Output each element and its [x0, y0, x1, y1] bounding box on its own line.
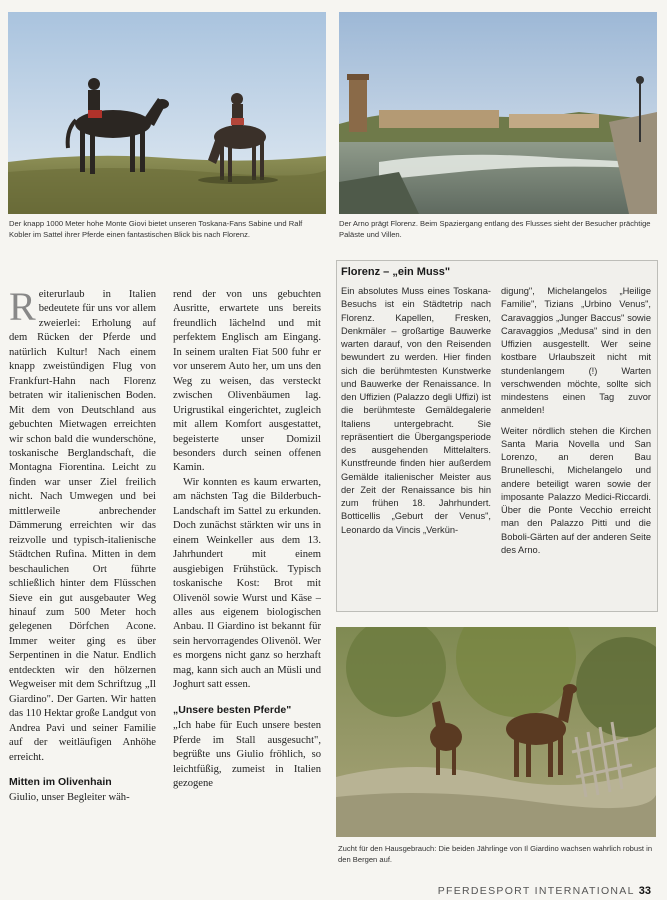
article-paragraph-giulio: Giulio, unser Begleiter wäh- [9, 792, 130, 804]
page-footer [438, 885, 651, 897]
photo-arno-florence [339, 12, 657, 214]
page-number: 33 [638, 885, 651, 897]
article-paragraph-intro: eiterurlaub in Italien bedeutete für uns vor allem zweierlei: Erholung auf dem Rücken der Pferde und natürlich Kultur! Nach einem knapp zweistündigen Flug von Frankfurt-Hahn nach Florenz betraten wir italienischen Boden. Mit dem von Deutschland aus gebuchten Mietwagen erreichten wir schon bald die wunderschöne, toskanische Berglandschaft, die Montagna Fiorentina. Leicht zu finden war unser Ziel freilich nicht. Nach Umwegen und bei mittlerweile anbrechender Dämmerung erreichten wir das reizvolle und typisch-italienische Städtchen Rufina. Mitten in dem beschaulichen Ort führte schließlich hinter dem Flüsschen Sieve ein gut ausgebauter Weg hinauf zum 500 Meter hoch gelegenen Dörfchen Acone. Immer weiter ging es über Serpentinen in die Natur. Endlich entdeckten wir den hölzernen Wegweiser mit dem Schriftzug „Il Giardino". Der Garten. Wir hatten das 110 Hektar große Landgut von Andrea Pavi und seiner Familie auf der weitläufigen Anhöhe erreicht. [9, 289, 156, 763]
photo-riders-monte-giovi [8, 12, 326, 214]
info-box-paragraph-kirchen: Weiter nördlich stehen die Kirchen Santa Maria Novella und San Lorenzo, an deren Bau Brunelleschi, Michelangelo und andere beteiligt waren sowie der imposante Palazzo Medici-Riccardi. Über die Ponte Vecchio erreicht man den Palazzo Pitti und die Boboli-Gärten auf der anderen Seite des Arno. [501, 425, 651, 555]
caption-riders: Der knapp 1000 Meter hohe Monte Giovi bietet unseren Toskana-Fans Sabine und Ralf Kobler im Sattel ihrer Pferde einen fantastischen Blick bis nach Florenz. [9, 219, 303, 239]
subheading-olivenhain: Mitten im Olivenhain [9, 775, 112, 788]
article-column-1 [9, 288, 156, 872]
article-column-2 [173, 288, 321, 872]
info-box-column-1 [341, 285, 491, 605]
info-box-column-2 [501, 285, 651, 605]
photo-yearlings [336, 627, 656, 837]
info-box-paragraph-gemaelde: digung", Michelangelos „Heilige Familie", Tizians „Urbino Venus", Caravaggios „Junger Baccus" sowie Caravaggios „Medusa" sind in den Uffizien ausgestellt. Wer seine kostbare Urlaubszeit nicht mit stundenlangem (!) Warten verschwenden möchte, sollte sich mindestens einen Tag zuvor anmelden! [501, 286, 651, 416]
caption-arno: Der Arno prägt Florenz. Beim Spaziergang entlang des Flusses sieht der Besucher prächtige Paläste und Villen. [339, 219, 651, 239]
article-paragraph-breakfast: Wir konnten es kaum erwarten, am nächsten Tag die Bilderbuch-Landschaft im Sattel zu erkunden. Doch zunächst stärkten wir uns in einem Weinkeller aus dem 13. Jahrhundert mit einem ausgiebigen Frühstück. Typisch toskanische Kost: Brot mit Olivenöl sowie Wurst und Käse – alles aus eigenem biologischen Anbau. Il Giardino ist bekannt für sein hervorragendes Olivenöl. Wer es morgens nicht ganz so herzhaft mag, kann sich auch an Müsli und Joghurt satt essen. [173, 476, 321, 691]
info-box-title: Florenz – „ein Muss" [341, 266, 451, 278]
article-paragraph-arrival: rend der von uns gebuchten Ausritte, erwartete uns bereits freundlich lächelnd und mit perfektem Englisch am Eingang. In seinem uralten Fiat 500 fuhr er vor unserem Auto her, um uns den Weg zu weisen, das versteckt zwischen Olivenbäumen lag. Urigrustikal eingerichtet, zugleich mit allem Komfort ausgestattet, begeisterte unser Domizil besonders durch seinen offenen Kamin. [173, 289, 321, 474]
info-box-paragraph-uffizien: Ein absolutes Muss eines Toskana-Besuchs ist ein Städtetrip nach Florenz. Kapellen, Fresken, Denkmäler – großartige Bauwerke warten darauf, von den Reisenden bewundert zu werden. Hier finden sich die berühmtesten Kunstwerke und Bauwerke der Renaissance. In den Uffizien (Palazzo degli Uffizi) ist die berühmteste Gemäldegalerie Italiens untergebracht. Sie repräsentiert die Übergangsperiode des ausgehenden Mittelalters. Kunstfreunde finden hier außerdem Gemälde italienischer Meister aus der Zeit der Renaissance bis hin zum frühen 18. Jahrhundert. Botticellis „Geburt der Venus", Leonardo da Vincis „Verkün- [341, 286, 491, 535]
dropcap: R [9, 288, 36, 329]
magazine-name: PFERDESPORT INTERNATIONAL [437, 885, 635, 897]
article-paragraph-pferde: „Ich habe für Euch unsere besten Pferde im Stall ausgesucht", begrüßte uns Giulio fröhlich, so leichtfüßig, zumeist in Italien gezogene [173, 720, 321, 789]
caption-yearlings: Zucht für den Hausgebrauch: Die beiden Jährlinge von Il Giardino wachsen wahrlich robust in den Bergen auf. [338, 844, 653, 864]
subheading-beste-pferde: „Unsere besten Pferde" [173, 703, 292, 716]
